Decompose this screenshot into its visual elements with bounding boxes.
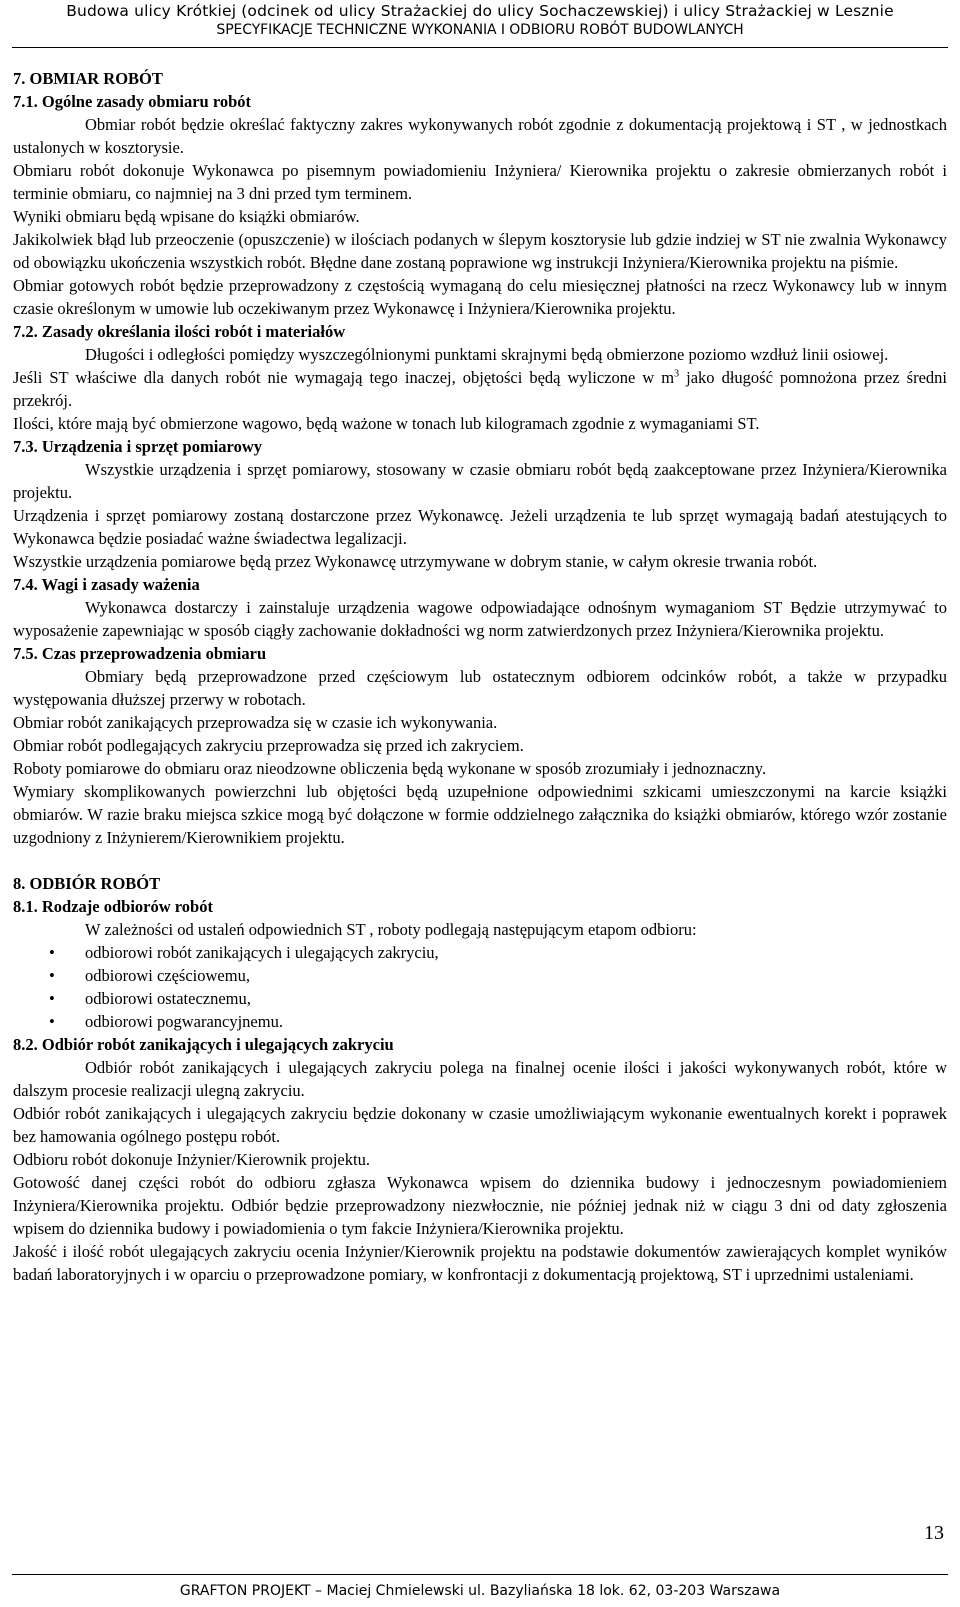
header-subtitle: SPECYFIKACJE TECHNICZNE WYKONANIA I ODBIORU ROBÓT BUDOWLANYCH (216, 22, 744, 38)
list-item-text: odbiorowi pogwarancyjnemu. (85, 1012, 283, 1031)
paragraph: Obmiar robót zanikających przeprowadza się w czasie ich wykonywania. (13, 713, 498, 732)
bullet-icon: • (49, 966, 55, 985)
paragraph: Gotowość danej części robót do odbioru zgłasza Wykonawca wpisem do dziennika budowy i jednoczesnym powiadomieniem Inżyniera/Kierownika projektu. Odbiór będzie przeprowadzony niezwłocznie, nie później jednak niż w ciągu 3 dni od daty zgłoszenia wpisem do dziennika budowy i powiadomienia o tym fakcie Inżyniera/Kierownika projektu. (13, 1173, 947, 1238)
header-title: Budowa ulicy Krótkiej (odcinek od ulicy Strażackiej do ulicy Sochaczewskiej) i ulicy Strażackiej w Lesznie (66, 2, 894, 20)
bullet-icon: • (49, 989, 55, 1008)
list-item-text: odbiorowi częściowemu, (85, 966, 250, 985)
paragraph: Odbiór robót zanikających i ulegających zakryciu polega na finalnej ocenie ilości i jakości wykonywanych robót, które w dalszym procesie realizacji ulegną zakryciu. (13, 1058, 947, 1100)
paragraph: Odbiór robót zanikających i ulegających zakryciu będzie dokonany w czasie umożliwiającym wykonanie ewentualnych korekt i poprawek bez hamowania ogólnego postępu robót. (13, 1104, 947, 1146)
page-number: 13 (924, 1522, 944, 1544)
list-item (13, 1010, 947, 1033)
paragraph: Wymiary skomplikowanych powierzchni lub objętości będą uzupełnione odpowiednimi szkicami umieszczonymi na karcie książki obmiarów. W razie braku miejsca szkice mogą być dołączone w formie oddzielnego załącznika do książki obmiarów, którego wzór zostanie uzgodniony z Inżynierem/Kierownikiem projektu. (13, 782, 947, 847)
paragraph: Odbioru robót dokonuje Inżynier/Kierownik projektu. (13, 1150, 370, 1169)
paragraph (13, 366, 947, 412)
section-8-1-title: 8.1. Rodzaje odbiorów robót (13, 897, 213, 916)
section-7-1-title: 7.1. Ogólne zasady obmiaru robót (13, 92, 252, 111)
paragraph: Wyniki obmiaru będą wpisane do książki obmiarów. (13, 207, 360, 226)
paragraph: Obmiary będą przeprowadzone przed częściowym lub ostatecznym odbiorem odcinków robót, a także w przypadku występowania dłuższej przerwy w robotach. (13, 667, 947, 709)
bullet-list (13, 941, 947, 1033)
section-7-3-title: 7.3. Urządzenia i sprzęt pomiarowy (13, 437, 262, 456)
paragraph: Długości i odległości pomiędzy wyszczególnionymi punktami skrajnymi będą obmierzone poziomo wzdłuż linii osiowej. (85, 345, 889, 364)
paragraph: Obmiar robót będzie określać faktyczny zakres wykonywanych robót zgodnie z dokumentacją projektową i ST , w jednostkach ustalonych w kosztorysie. (13, 115, 947, 157)
section-8-2-title: 8.2. Odbiór robót zanikających i ulegających zakryciu (13, 1035, 394, 1054)
list-item-text: odbiorowi robót zanikających i ulegających zakryciu, (85, 943, 439, 962)
superscript: 3 (674, 368, 680, 380)
paragraph-text: jako długość pomnożona przez średni przekrój. (13, 368, 947, 410)
spacer (13, 849, 947, 872)
footer-divider (12, 1574, 948, 1575)
section-7-2-title: 7.2. Zasady określania ilości robót i materiałów (13, 322, 346, 341)
paragraph: Obmiar robót podlegających zakryciu przeprowadza się przed ich zakryciem. (13, 736, 524, 755)
paragraph: Wykonawca dostarczy i zainstaluje urządzenia wagowe odpowiadające odnośnym wymaganiom ST Będzie utrzymywać to wyposażenie zapewniając w sposób ciągły zachowanie dokładności wg norm zatwierdzonych przez Inżyniera/Kierownika projektu. (13, 598, 947, 640)
paragraph-text: Jeśli ST właściwe dla danych robót nie wymagają tego inaczej, objętości będą wyliczone w m (13, 368, 675, 387)
footer-text: GRAFTON PROJEKT – Maciej Chmielewski ul. Bazyliańska 18 lok. 62, 03-203 Warszawa (179, 1583, 781, 1599)
list-item-text: odbiorowi ostatecznemu, (85, 989, 251, 1008)
paragraph: W zależności od ustaleń odpowiednich ST , roboty podlegają następującym etapom odbioru: (85, 920, 697, 939)
section-7-4-title: 7.4. Wagi i zasady ważenia (13, 575, 200, 594)
section-7-5-title: 7.5. Czas przeprowadzenia obmiaru (13, 644, 267, 663)
paragraph: Wszystkie urządzenia pomiarowe będą przez Wykonawcę utrzymywane w dobrym stanie, w całym okresie trwania robót. (13, 552, 818, 571)
paragraph: Jakość i ilość robót ulegających zakryciu ocenia Inżynier/Kierownik projektu na podstawie dokumentów zawierających komplet wyników badań laboratoryjnych i w oparciu o przeprowadzone pomiary, w konfrontacji z dokumentacją projektową, ST i uprzednimi ustaleniami. (13, 1242, 947, 1284)
section-7-title: 7. OBMIAR ROBÓT (13, 69, 163, 88)
paragraph: Urządzenia i sprzęt pomiarowy zostaną dostarczone przez Wykonawcę. Jeżeli urządzenia te lub sprzęt wymagają badań atestujących to Wykonawca będzie posiadać ważne świadectwa legalizacji. (13, 506, 947, 548)
paragraph: Roboty pomiarowe do obmiaru oraz nieodzowne obliczenia będą wykonane w sposób zrozumiały i jednoznaczny. (13, 759, 767, 778)
section-8-title: 8. ODBIÓR ROBÓT (13, 874, 161, 893)
bullet-icon: • (49, 1012, 55, 1031)
paragraph: Jakikolwiek błąd lub przeoczenie (opuszczenie) w ilościach podanych w ślepym kosztorysie lub gdzie indziej w ST nie zwalnia Wykonawcy od obowiązku ukończenia wszystkich robót. Błędne dane zostaną poprawione wg instrukcji Inżyniera/Kierownika projektu na piśmie. (13, 230, 947, 272)
header-divider (12, 47, 948, 48)
paragraph: Obmiaru robót dokonuje Wykonawca po pisemnym powiadomieniu Inżyniera/ Kierownika projektu o zakresie obmierzanych robót i terminie obmiaru, co najmniej na 3 dni przed tym terminem. (13, 161, 947, 203)
paragraph: Obmiar gotowych robót będzie przeprowadzony z częstością wymaganą do celu miesięcznej płatności na rzecz Wykonawcy lub w innym czasie określonym w umowie lub oczekiwanym przez Wykonawcę i Inżyniera/Kierownika projektu. (13, 276, 947, 318)
paragraph: Ilości, które mają być obmierzone wagowo, będą ważone w tonach lub kilogramach zgodnie z wymaganiami ST. (13, 414, 760, 433)
list-item (13, 964, 947, 987)
bullet-icon: • (49, 943, 55, 962)
list-item (13, 987, 947, 1010)
list-item (13, 941, 947, 964)
paragraph: Wszystkie urządzenia i sprzęt pomiarowy, stosowany w czasie obmiaru robót będą zaakceptowane przez Inżyniera/Kierownika projektu. (13, 460, 947, 502)
document-body (13, 67, 947, 1286)
